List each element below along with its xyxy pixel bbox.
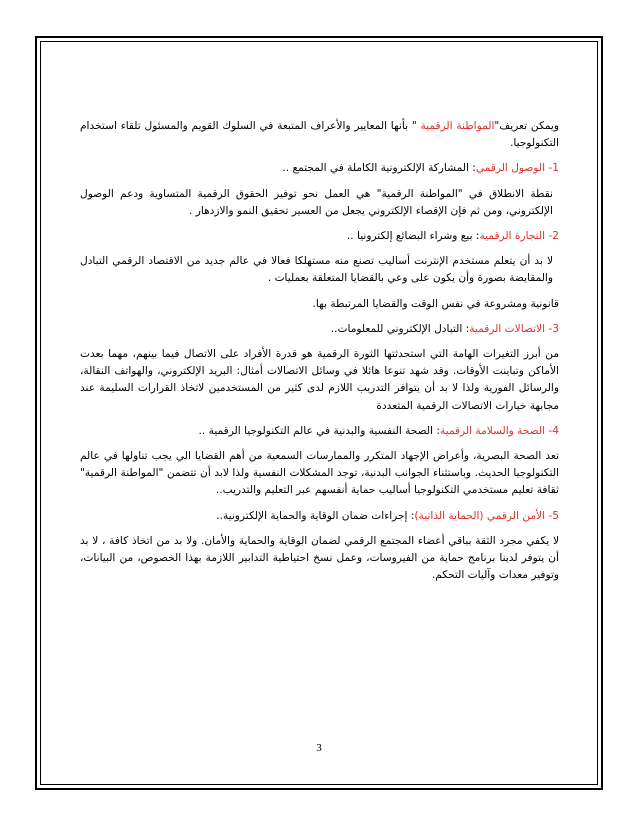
section-paragraph: لا بد أن يتعلم مستخدم الإنترنت أساليب تصنع منه مستهلكا فعالا في عالم جديد من الاقتصاد الرقمي التبادل والمقايضة بصورة وأن يكون على وعي بالقضايا المتعلقة بعمليات . bbox=[80, 255, 553, 285]
section-number: 3- bbox=[548, 322, 559, 335]
section-title: التجارة الرقمية bbox=[479, 230, 546, 243]
intro-paragraph bbox=[80, 118, 559, 152]
section-paragraph: قانونية ومشروعة في نفس الوقت والقضايا المرتبطة بها. bbox=[312, 297, 559, 310]
section-number: 2- bbox=[548, 230, 559, 243]
section-heading bbox=[80, 423, 559, 440]
section-paragraph: تعد الصحة البصرية، وأعراض الإجهاد المتكرر والممارسات السمعية من أهم القضايا الي يجب تناولها في عالم التكنولوجيا الحديث. وباستثناء الجوانب البدنية، توجد المشكلات النفسية ولذا لابد أن تتضمن "المواطنة الرقمية" ثقافة تعليم مستخدمي التكنولوجيا أساليب حماية أنفسهم عبر التعليم والتدريب.. bbox=[80, 450, 559, 497]
section-number: 4- bbox=[548, 424, 559, 437]
section-subtitle: : بيع وشراء البضائع إلكترونيا .. bbox=[346, 230, 480, 243]
section-title: الصحة والسلامة الرقمية bbox=[439, 424, 546, 437]
section-number: 1- bbox=[548, 162, 559, 175]
intro-prefix: ويمكن تعريف" bbox=[494, 120, 559, 132]
section-paragraph: لا يكفي مجرد الثقة بباقي أعضاء المجتمع الرقمي لضمان الوقاية والحماية والأمان. ولا بد من اتخاذ كافة ، لا بد أن يتوفر لدينا برنامج حماية من الفيروسات، وعمل نسخ احتياطية التدابير اللازمة بهذا الخصوص، من البيانات، وتوفير معدات وآليات التحكم. bbox=[80, 534, 559, 582]
section-paragraph: من أبرز التغيرات الهامة التي استحدثتها الثورة الرقمية هو قدرة الأفراد على الاتصال فيما بينهم، مهما بعدت الأماكن وتباينت الأوقات. وقد شهد تنوعا هائلا في وسائل الاتصالات أمثال: البريد الإلكتروني، والهواتف النقالة، والرسائل الفورية ولذا لا بد أن يتوافر التدريب اللازم لدى كثير من المستخدمين لاتخاذ القرارات السليمة عند مجابهة خيارات الاتصالات الرقمية المتعددة bbox=[80, 348, 559, 412]
section-title: الأمن الرقمي (الحماية الذاتية) bbox=[414, 509, 546, 522]
section-heading bbox=[80, 321, 559, 338]
section-subtitle: : الصحة النفسية والبدنية في عالم التكنولوجيا الرقمية .. bbox=[198, 424, 440, 437]
section-title: الوصول الرقمي bbox=[475, 162, 546, 175]
document-body bbox=[80, 118, 559, 584]
section-subtitle: : المشاركة الإلكترونية الكاملة في المجتمع .. bbox=[282, 162, 476, 175]
section-heading bbox=[80, 160, 559, 177]
section-heading bbox=[80, 508, 559, 525]
section-heading bbox=[80, 228, 559, 245]
page-number: 3 bbox=[316, 742, 322, 754]
section-number: 5- bbox=[548, 509, 559, 522]
section-paragraph: نقطة الانطلاق في "المواطنة الرقمية" هي العمل نحو توفير الحقوق الرقمية المتساوية ودعم الوصول الإلكتروني، ومن ثم فإن الإقصاء الإلكتروني يجعل من العسير تحقيق النمو والازدهار . bbox=[80, 187, 553, 217]
intro-rest: " بأنها المعايير والأعراف المتبعة في السلوك القويم والمسئول تلقاء استخدام التكنولوجيا. bbox=[80, 120, 559, 150]
intro-term: المواطنة الرقمية bbox=[420, 120, 495, 132]
section-title: الاتصالات الرقمية bbox=[469, 322, 546, 335]
section-subtitle: : التبادل الإلكتروني للمعلومات.. bbox=[330, 322, 470, 335]
section-subtitle: : إجراءات ضمان الوقاية والحماية الإلكترونية.. bbox=[216, 509, 415, 522]
